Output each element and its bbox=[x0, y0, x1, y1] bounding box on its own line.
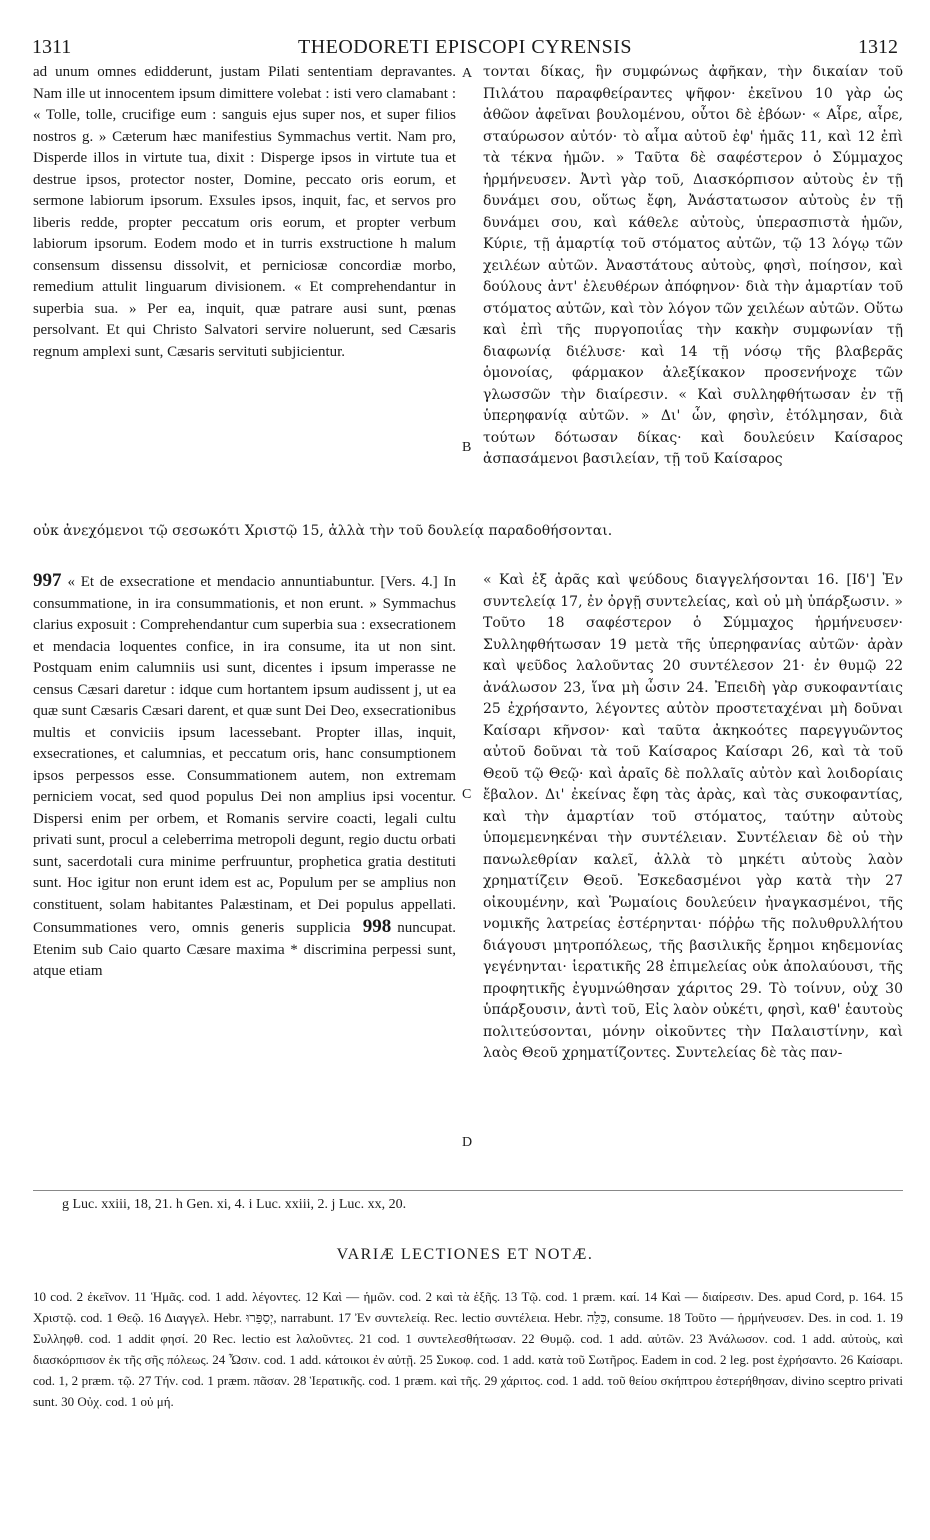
margin-letter-d: D bbox=[462, 1135, 473, 1150]
greek-column-bottom bbox=[483, 570, 903, 1065]
latin-text-3: nuncupat. Etenim sub Caio quarto Cæsare maxima * discrimina perpessi sunt, atque etiam bbox=[33, 920, 457, 979]
latin-column-top bbox=[33, 62, 456, 363]
page-number-left: 1311 bbox=[32, 36, 72, 58]
scripture-references: g Luc. xxiii, 18, 21. h Gen. xi, 4. i Luc. xxiii, 2. j Luc. xx, 20. bbox=[62, 1197, 407, 1212]
greek-column-top bbox=[483, 62, 903, 471]
footnote-divider bbox=[33, 1190, 903, 1191]
page-number-right: 1312 bbox=[858, 36, 898, 58]
margin-letter-a: A bbox=[462, 66, 473, 81]
latin-paragraph-2 bbox=[33, 570, 456, 983]
margin-letter-c: C bbox=[462, 787, 472, 802]
latin-column-bottom bbox=[33, 570, 456, 983]
variant-readings: 10 cod. 2 ἐκεῖνον. 11 Ἡμᾶς. cod. 1 add. λέγοντες. 12 Καὶ — ἡμῶν. cod. 2 καὶ τὰ ἑξῆς. 13 Τῷ. cod. 1 præm. καί. 14 Καὶ — διαίρεσιν. Des. apud Cord, p. 164. 15 Χριστῷ. cod. 1 Θεῷ. 16 Διαγγελ. Hebr. יְסַפֵּרוּ, narrabunt. 17 Ἐν συντελείᾳ. Rec. lectio συντέλεια. Hebr. כַּלֵּה, consume. 18 Τοῦτο — ἡρμήνευσεν. Des. in cod. 1. 19 Συλληφθ. cod. 1 addit φησί. 20 Rec. lectio est λαλοῦντες. 21 cod. 1 συντελεσθήτωσαν. 22 Θυμῷ. cod. 1 add. αὐτῶν. 23 Ἀνάλωσον. cod. 1 add. αὐτοὺς, καὶ διασκόρπισον ἐκ τῆς σῆς πόλεως. 24 Ὦσιν. cod. 1 add. κάτοικοι ἐν αὐτῇ. 25 Συκοφ. cod. 1 add. κατὰ τοῦ Σωτῆρος. Eadem in cod. 2 leg. post ἐχρήσαντο. 26 Καίσαρι. cod. 1, 2 præm. τῷ. 27 Τήν. cod. 1 præm. πᾶσαν. 28 Ἱερατικῆς. cod. 1 præm. καὶ τῆς. 29 χάριτος. cod. 1 add. τοῦ θείου σκήπτρου ἐστερήθησαν, divino sceptro privati sunt. 30 Οὐχ. cod. 1 οὐ μή. bbox=[33, 1289, 903, 1409]
running-title: THEODORETI EPISCOPI CYRENSIS bbox=[297, 36, 633, 58]
latin-paragraph: ad unum omnes edidderunt, justam Pilati sententiam depravantes. Nam ille ut innocentem ipsum dimittere volebat : isti vero clamabant : « Tolle, tolle, crucifige eum : sanguis ejus super nos, et super filios nostros g. » Cæterum hæc manifestius Symmachus vertit. Nam pro, Disperde illos in virtute tua, dixit : Disperge ipsos in virtute tua et destrue ipsos, protector noster, Domine, peccato oris eorum, et sermone labiorum ipsorum. Exsules ipsos, inquit, fac, et servos pro liberis redde, propter peccatum oris eorum, et propter verbum labiorum ipsorum. Eodem modo et in turris exstructione h malum consensum dissensu dissolvit, et perniciosæ concordiæ morbo, remedium attulit linguarum divisionem. « Et comprehendantur in superbia sua. » Per ea, inquit, quæ patrare ausi sunt, pœnas persolvant. Et qui Christo Salvatori servire noluerunt, sed Cæsaris regnum amplexi sunt, Cæsaris servituti subjicientur. bbox=[33, 64, 456, 360]
greek-paragraph: τονται δίκας, ἣν συμφώνως ἀφῆκαν, τὴν δικαίαν τοῦ Πιλάτου παραφθείραντες ψῆφον· ἐκεῖνου 10 γὰρ ὡς ἀθῶον ἀφεῖναι βουλομένου, οὗτοι δὲ ἐβόων· « Αἶρε, αἶρε, σταύρωσον αὐτόν· τὸ αἷμα αὐτοῦ ἐφ' ἡμᾶς 11, καὶ 12 ἐπὶ τὰ τέκνα ἡμῶν. » Ταῦτα δὲ σαφέστερον ὁ Σύμμαχος ἡρμήνευσεν. Ἀντὶ γὰρ τοῦ, Διασκόρπισον αὐτοὺς ἐν τῇ δυνάμει σου, οὕτως ἔφη, Ἀνάστατωσον αὐτοὺς ἐν τῇ δυνάμει σου, καὶ κάθελε αὐτοὺς, ὑπερασπιστὰ ἡμῶν, Κύριε, τῇ ἁμαρτίᾳ τοῦ στόματος αὐτῶν, τῷ 13 λόγῳ τῶν χειλέων αὐτῶν. Ἀναστάτους αὐτοὺς, φησὶ, ποίησον, καὶ δούλους ἀντ' ἐλευθέρων ἀπόφηνον· διὰ τὴν ἁμαρτίαν τοῦ στόματος αὐτῶν, καὶ τὸν λόγον τῶν χειλέων αὐτῶν. Οὕτω καὶ ἐπὶ τῆς πυργοποιΐας τὴν κακὴν συμφωνίαν τῇ διαφωνίᾳ διέλυσε· καὶ 14 τῇ νόσῳ τῆς βλαβερᾶς ὁμονοίας, φάρμακον ἀλεξίκακον προσενήνοχε τῶν γλωσσῶν τὴν διαίρεσιν. « Καὶ συλληφθήτωσαν ἐν τῇ ὑπερηφανίᾳ αὐτῶν. » Δι' ὧν, φησὶν, ἐτόλμησαν, διὰ τούτων δότωσαν δίκας· καὶ δουλεύειν Καίσαρος ἀσπασάμενοι βασιλείαν, τῇ τοῦ Καίσαρος bbox=[483, 64, 903, 467]
column-number-997: 997 bbox=[33, 570, 62, 591]
page-header bbox=[30, 36, 900, 64]
greek-bridge-line: οὐκ ἀνεχόμενοι τῷ σεσωκότι Χριστῷ 15, ἀλλὰ τὴν τοῦ δουλείᾳ παραδοθήσονται. bbox=[33, 523, 613, 539]
latin-text-2: « Et de exsecratione et mendacio annuntiabuntur. [Vers. 4.] In consummatione, in ira consummationis, et non erunt. » Symmachus clarius exposuit : Comprehendantur cum superbia sua : exsecrationem et mendacia loquentes confice, in ira consume, ita ut non sint. Postquam enim calumniis usi sunt, dicentes i ipsum imperasse ne census Cæsari daretur : idque cum hortantem ipsum audissent j, ut ea quæ sunt Cæsaris Cæsari darent, et quæ sunt Dei Deo, exsecrationibus multis et conviciis ipsum lacessebant. Propter illas, inquit, exsecrationes, et calumnias, et peccatum oris, hanc consumptionem ipsos perpessos esse. Consummationem autem, non extremam perniciem vocat, sed quod populus Dei non amplius ipsi vocentur. Dispersi enim per orbem, et Romanis servire coacti, legali cultu privati sunt, procul a celeberrima metropoli degunt, regio ductu orbati sunt, sacerdotali cura minime perfruuntur, prophetica gratia destituti sunt. Hoc igitur non erunt idem est ac, Populum per se amplius non constituent, solam habitantes Palæstinam, et Dei populus appellati. Consummationes vero, omnis generis supplicia bbox=[33, 574, 456, 936]
margin-letter-b: B bbox=[462, 440, 472, 455]
greek-paragraph-2: « Καὶ ἐξ ἀρᾶς καὶ ψεύδους διαγγελήσονται 16. [Ιδ'] Ἐν συντελείᾳ 17, ἐν ὀργῇ συντελείας, καὶ οὐ μὴ ὑπάρξωσιν. » Τοῦτο 18 σαφέστερον ὁ Σύμμαχος ἡρμήνευσεν· Συλληφθήτωσαν 19 μετὰ τῆς ὑπερηφανίας αὐτῶν· ἀρὰν καὶ ψεῦδος λαλοῦντας 20 συντέλεσον 21· ἐν θυμῷ 22 ἀνάλωσον 23, ἵνα μὴ ὦσιν 24. Ἐπειδὴ γὰρ συκοφαντίαις 25 ἐχρήσαντο, λέγοντες αὐτὸν προστεταχέναι μὴ δοῦναι Καίσαρι κῆνσον· καὶ ταῦτα ἀκηκοότες παρεγγυῶντος αὐτοῦ δοῦναι τὰ τοῦ Καίσαρος Καίσαρι 26, καὶ τὰ τοῦ Θεοῦ τῷ Θεῷ· καὶ ἀραῖς δὲ πολλαῖς αὐτὸν καὶ λοιδορίαις ἔβαλον. Δι' ἐκείνας ἔφη τὰς ἀρὰς, καὶ τὰς συκοφαντίας, καὶ τὴν ἁμαρτίαν τοῦ στόματος, ταύτην αὐτοὺς ὑπομεμενηκέναι τὴν συντέλειαν. Συντέλειαν δὲ οὐ τὴν πανωλεθρίαν καλεῖ, ἀλλὰ τὸ μηκέτι αὐτοὺς λαὸν χρηματίζειν Θεοῦ. Ἐσκεδασμένοι γὰρ κατὰ τὴν 27 οἰκουμένην, καὶ Ῥωμαίοις δουλεύειν ἠναγκασμένοι, τῆς νομικῆς λατρείας ἐστέρηνται· πόῤῥω τῆς πολυθρυλλήτου διάγουσι μητροπόλεως, τῆς βασιλικῆς ἔρημοι κηδεμονίας γεγένηνται· ἱερατικῆς 28 ἐπιμελείας οὐκ ἀπολαύουσι, τῆς προφητικῆς ἐγυμνώθησαν χάριτος 29. Τὸ τοίνυν, οὐχ 30 ὑπάρξουσιν, ἀντὶ τοῦ, Εἰς λαὸν οὐκέτι, φησὶ, καθ' ἑαυτοὺς πολιτεύσονται, μόνην οἰκοῦντες τὴν Παλαιστίνην, καὶ λαὸς Θεοῦ χρηματίζοντες. Συντελείας δὲ τὰς παν- bbox=[483, 572, 903, 1061]
notes-heading: VARIÆ LECTIONES ET NOTÆ. bbox=[336, 1246, 594, 1263]
column-number-998: 998 bbox=[362, 916, 392, 937]
